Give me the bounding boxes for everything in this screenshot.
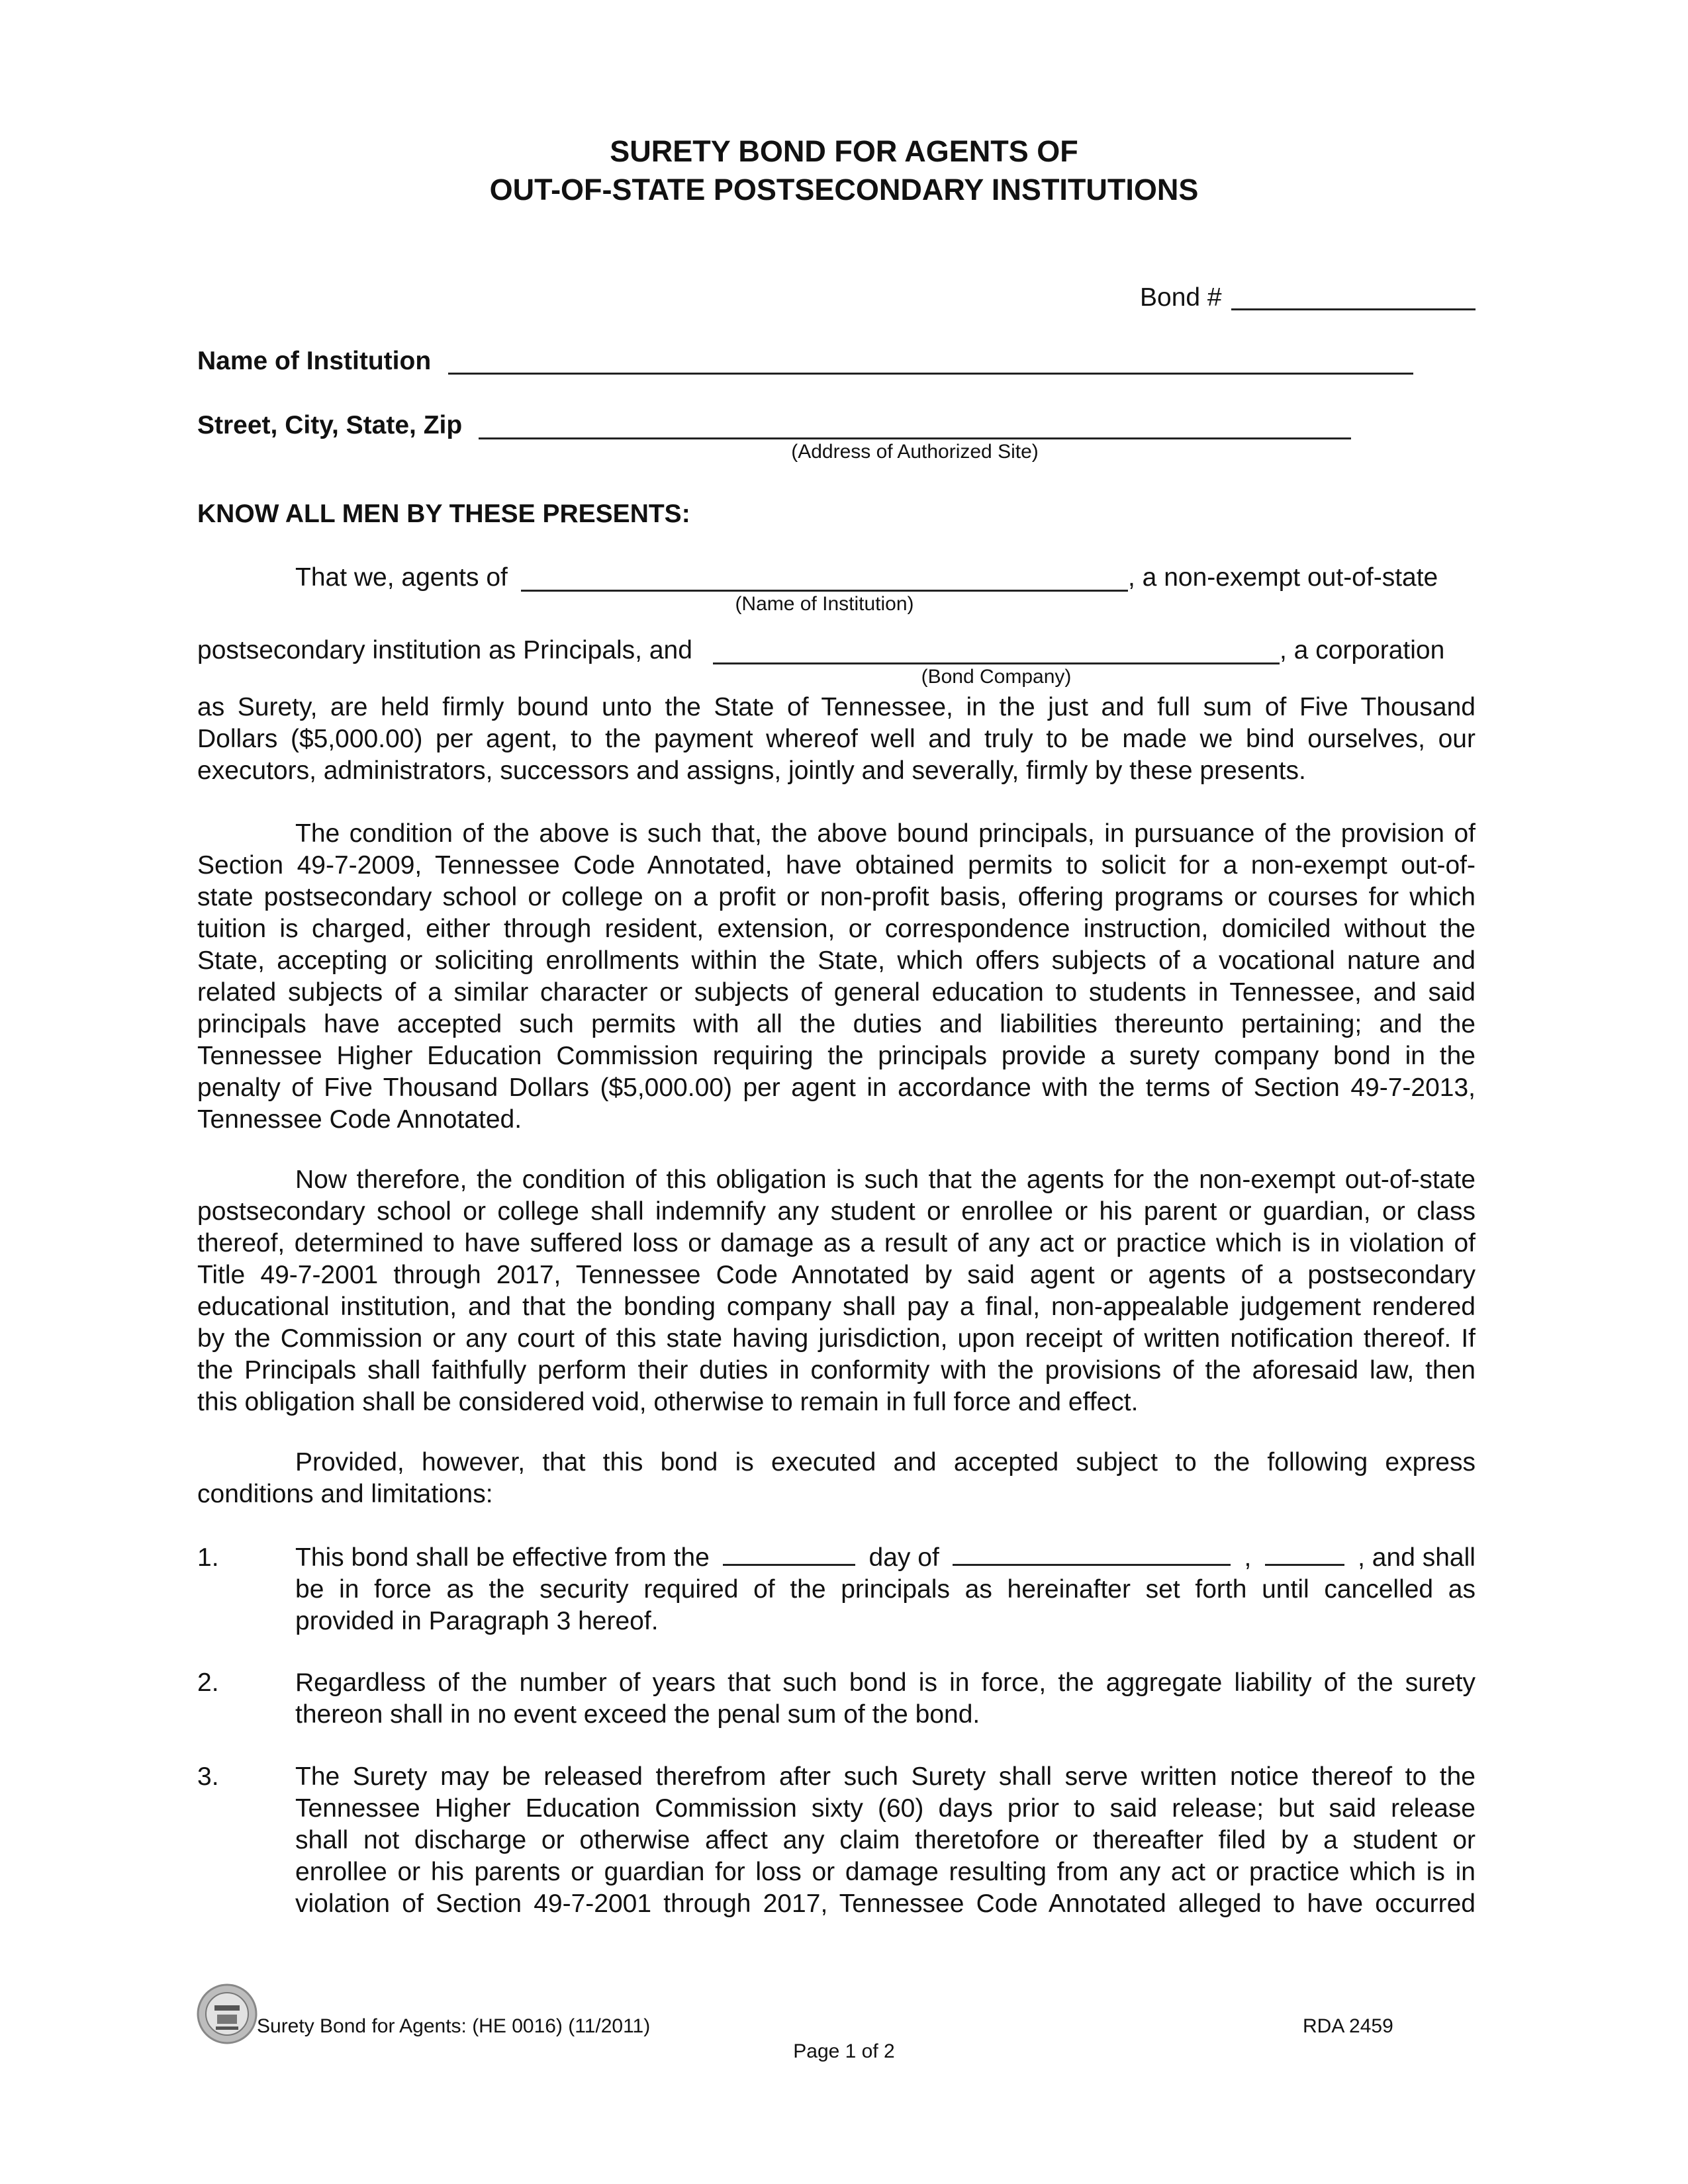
know-all-heading: KNOW ALL MEN BY THESE PRESENTS: [197,500,690,528]
that-we-text: That we, agents of [295,563,508,592]
text-line: Tennessee Code Annotated. [197,1105,522,1134]
text-part: , and shall [1358,1543,1476,1572]
bond-number-field[interactable] [1231,308,1476,310]
address-label: Street, City, State, Zip [197,411,463,439]
state-seal-icon [196,1983,258,2045]
text-line: enrollee or his parents or guardian for loss or damage resulting from any act or practice which is in [295,1858,1476,1886]
item-number: 2. [197,1668,219,1697]
form-identifier: Surety Bond for Agents: (HE 0016) (11/2011) [257,2015,651,2037]
text-line: The condition of the above is such that, the above bound principals, in pursuance of the provision of [295,819,1476,848]
text-line: The Surety may be released therefrom after such Surety shall serve written notice thereof to the [295,1762,1476,1791]
page-number: Page 1 of 2 [793,2040,895,2062]
text-line: educational institution, and that the bonding company shall pay a final, non-appealable judgement rendered [197,1293,1476,1321]
text-line: by the Commission or any court of this state having jurisdiction, upon receipt of written notification thereof. If [197,1324,1476,1353]
text-line: penalty of Five Thousand Dollars ($5,000.00) per agent in accordance with the terms of Section 49-7-2013, [197,1073,1476,1102]
text-line: Section 49-7-2009, Tennessee Code Annotated, have obtained permits to solicit for a non-exempt out-of- [197,851,1476,880]
text-line: postsecondary school or college shall indemnify any student or enrollee or his parent or guardian, or class [197,1197,1476,1226]
text-line: shall not discharge or otherwise affect any claim theretofore or thereafter filed by a student or [295,1826,1476,1854]
text-line: executors, administrators, successors and assigns, jointly and severally, firmly by these presents. [197,756,1306,785]
text-line: state postsecondary school or college on a profit or non-profit basis, offering programs or courses for which [197,883,1476,911]
text-line: State, accepting or soliciting enrollments within the State, which offers subjects of a vocational nature and [197,946,1476,975]
principal-name-caption: (Name of Institution) [735,593,914,615]
condition-item-1 [295,1542,1476,1637]
text-line: thereon shall in no event exceed the penal sum of the bond. [295,1700,980,1729]
text-line: this obligation shall be considered void, otherwise to remain in full force and effect. [197,1388,1139,1416]
text-line: Tennessee Higher Education Commission requiring the principals provide a surety company bond in the [197,1042,1476,1070]
effective-month-field[interactable] [953,1544,1231,1566]
institution-name-label: Name of Institution [197,347,432,375]
text-line: violation of Section 49-7-2001 through 2017, Tennessee Code Annotated alleged to have occurred [295,1889,1476,1918]
text-line: Now therefore, the condition of this obligation is such that the agents for the non-exempt out-of-state [295,1165,1476,1194]
effective-day-field[interactable] [723,1544,855,1566]
text-line: Provided, however, that this bond is executed and accepted subject to the following express [295,1448,1476,1477]
text-line: Title 49-7-2001 through 2017, Tennessee Code Annotated by said agent or agents of a postsecondary [197,1261,1476,1289]
paragraph-condition [197,818,1476,1136]
text-line: thereof, determined to have suffered loss or damage as a result of any act or practice which is in violation of [197,1229,1476,1257]
text-line: related subjects of a similar character or subjects of general education to students in Tennessee, and said [197,978,1476,1007]
institution-name-field[interactable] [448,373,1413,375]
condition-item-3 [295,1761,1476,1920]
title-line-2: OUT-OF-STATE POSTSECONDARY INSTITUTIONS [489,173,1199,206]
condition-item-2 [295,1667,1476,1731]
paragraph-provided [197,1447,1476,1510]
item-number: 1. [197,1543,219,1572]
bond-number-label: Bond # [1140,283,1222,312]
text-line: as Surety, are held firmly bound unto the State of Tennessee, in the just and full sum of Five Thousand [197,693,1476,721]
text-part: This bond shall be effective from the [295,1543,710,1572]
address-caption: (Address of Authorized Site) [791,441,1039,463]
effective-year-field[interactable] [1265,1544,1344,1566]
title-line-1: SURETY BOND FOR AGENTS OF [610,134,1078,168]
text-line: the Principals shall faithfully perform their duties in conformity with the provisions of the aforesaid law, then [197,1356,1476,1385]
text-line: be in force as the security required of the principals as hereinafter set forth until cancelled as [295,1575,1476,1604]
item-number: 3. [197,1762,219,1791]
bond-company-field[interactable] [713,662,1280,664]
text-part: , [1244,1543,1252,1572]
paragraph-obligation [197,1164,1476,1418]
text-line: provided in Paragraph 3 hereof. [295,1607,659,1635]
text-line: tuition is charged, either through resident, extension, or correspondence instruction, domiciled without the [197,915,1476,943]
text-part: day of [868,1543,939,1572]
paragraph-surety [197,692,1476,787]
principals-text: postsecondary institution as Principals, and [197,636,692,664]
bond-company-caption: (Bond Company) [921,666,1072,688]
document-title [0,132,1688,209]
address-field[interactable] [479,437,1351,439]
principal-name-field[interactable] [521,590,1128,592]
non-exempt-text: , a non-exempt out-of-state [1128,563,1438,592]
rda-number: RDA 2459 [1303,2015,1393,2037]
text-line: Regardless of the number of years that such bond is in force, the aggregate liability of the surety [295,1668,1476,1697]
corporation-text: , a corporation [1280,636,1445,664]
text-line: conditions and limitations: [197,1480,493,1508]
text-line: principals have accepted such permits with all the duties and liabilities thereunto pertaining; and the [197,1010,1476,1038]
text-line: Dollars ($5,000.00) per agent, to the payment whereof well and truly to be made we bind ourselves, our [197,725,1476,753]
text-line: Tennessee Higher Education Commission sixty (60) days prior to said release; but said release [295,1794,1476,1823]
